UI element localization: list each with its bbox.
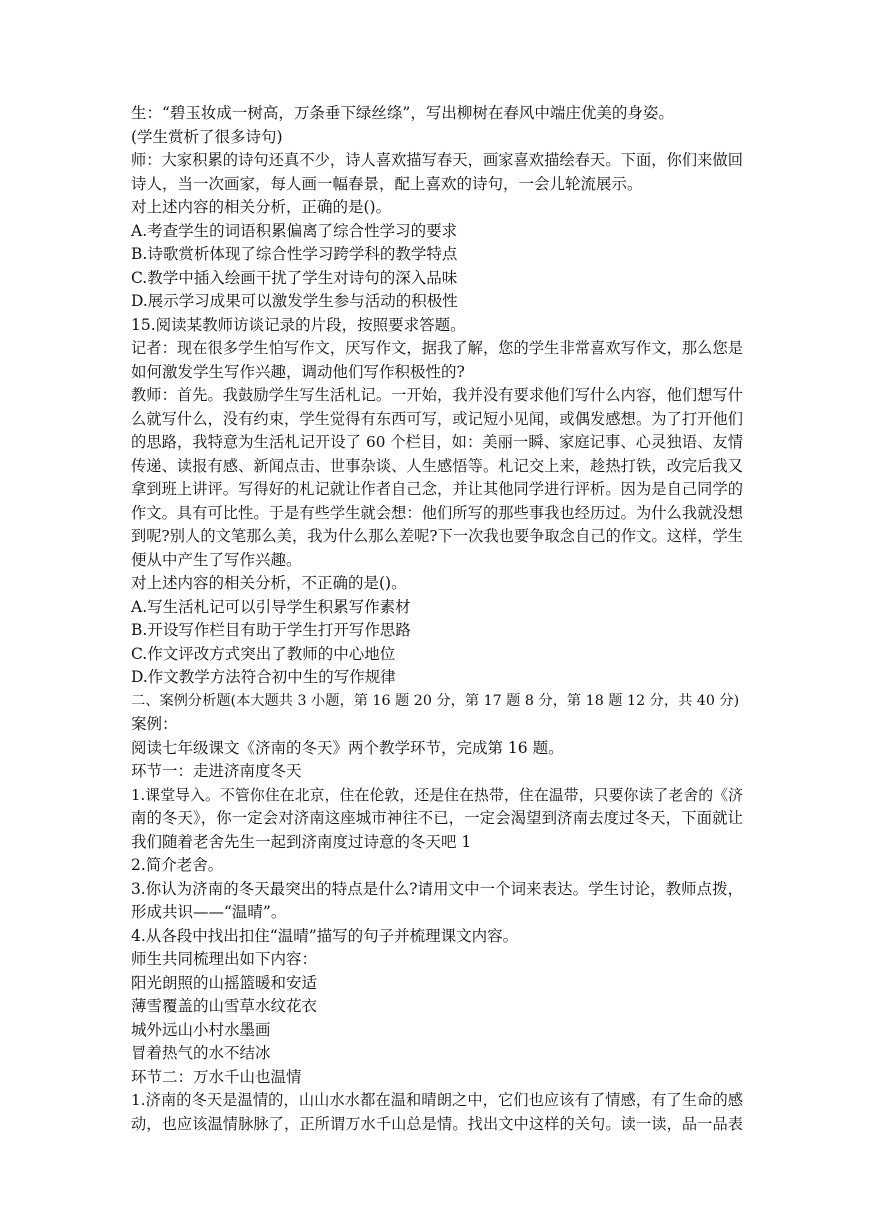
document-page xyxy=(131,102,743,1136)
text-line: 阅读七年级课文《济南的冬天》两个教学环节，完成第 16 题。 xyxy=(131,738,564,757)
text-line: 我们随着老舍先生一起到济南度过诗意的冬天吧 1 xyxy=(131,832,472,851)
option-b: B.诗歌赏析体现了综合性学习跨学科的教学特点 xyxy=(131,245,458,263)
list-item: 城外远山小村水墨画 xyxy=(131,1020,271,1039)
text-line: 么就写什么，没有约束，学生觉得有东西可写，或记短小见闻，或偶发感想。为了打开他们 xyxy=(131,409,743,428)
text-line: 诗人，当一次画家，每人画一幅春景，配上喜欢的诗句，一会儿轮流展示。 xyxy=(131,174,643,193)
text-line: 形成共识——“温晴”。 xyxy=(131,903,287,921)
option-c: C.作文评改方式突出了教师的中心地位 xyxy=(131,644,396,663)
text-line: 便从中产生了写作兴趣。 xyxy=(131,550,302,569)
text-line: 师生共同梳理出如下内容： xyxy=(131,950,318,968)
text-line: 4.从各段中找出扣住“温晴”描写的句子并梳理课文内容。 xyxy=(131,926,519,945)
list-item: 冒着热气的水不结冰 xyxy=(131,1044,271,1062)
text-line: 南的冬天》，你一定会对济南这座城市神往不已，一定会渴望到济南去度过冬天，下面就让 xyxy=(131,809,743,827)
text-line: (学生赏析了很多诗句) xyxy=(131,127,283,146)
option-c: C.教学中插入绘画干扰了学生对诗句的深入品味 xyxy=(131,268,458,287)
section-heading: 二、案例分析题(本大题共 3 小题，第 16 题 20 分，第 17 题 8 分，第 18 题 12 分，共 40 分) xyxy=(131,692,740,709)
question-stem: 对上述内容的相关分析，正确的是()。 xyxy=(131,198,392,216)
text-line: 案例： xyxy=(131,715,178,733)
text-line: 如何激发学生写作兴趣，调动他们写作积极性的? xyxy=(131,362,465,381)
option-a: A.写生活札记可以引导学生积累写作素材 xyxy=(131,597,411,616)
text-line: 记者：现在很多学生怕写作文，厌写作文，据我了解，您的学生非常喜欢写作文，那么您是 xyxy=(131,339,743,357)
text-line: 传递、读报有感、新闻点击、世事杂谈、人生感悟等。札记交上来，趁热打铁，改完后我又 xyxy=(131,456,743,475)
option-a: A.考查学生的词语积累偏离了综合性学习的要求 xyxy=(131,221,458,240)
text-line: 师：大家积累的诗句还真不少，诗人喜欢描写春天，画家喜欢描绘春天。下面，你们来做回 xyxy=(131,151,743,169)
option-d: D.作文教学方法符合初中生的写作规律 xyxy=(131,668,396,686)
list-item: 薄雪覆盖的山雪草水纹花衣 xyxy=(131,997,318,1015)
text-line: 生：“碧玉妆成一树高，万条垂下绿丝绦”，写出柳树在春风中端庄优美的身姿。 xyxy=(131,104,674,122)
text-line: 的思路，我特意为生活札记开设了 60 个栏目，如：美丽一瞬、家庭记事、心灵独语、友情 xyxy=(131,433,743,451)
subsection-heading: 环节一：走进济南度冬天 xyxy=(131,762,302,780)
text-line: 到呢?别人的文笔那么美，我为什么那么差呢?下一次我也要争取念自己的作文。这样，学生 xyxy=(131,527,743,545)
question-title: 15.阅读某教师访谈记录的片段，按照要求答题。 xyxy=(131,315,466,334)
text-line: 教师：首先。我鼓励学生写生活札记。一开始，我并没有要求他们写什么内容，他们想写什 xyxy=(131,386,743,404)
text-line: 1.济南的冬天是温情的，山山水水都在温和晴朗之中，它们也应该有了情感，有了生命的感 xyxy=(131,1091,743,1109)
option-b: B.开设写作栏目有助于学生打开写作思路 xyxy=(131,621,411,639)
option-d: D.展示学习成果可以激发学生参与活动的积极性 xyxy=(131,292,458,310)
text-line: 3.你认为济南的冬天最突出的特点是什么?请用文中一个词来表达。学生讨论，教师点拨， xyxy=(131,879,743,898)
subsection-heading: 环节二：万水千山也温情 xyxy=(131,1067,302,1086)
text-line: 拿到班上讲评。写得好的札记就让作者自己念，并让其他同学进行评析。因为是自己同学的 xyxy=(131,480,743,498)
text-line: 作文。具有可比性。于是有些学生就会想：他们所写的那些事我也经历过。为什么我就没想 xyxy=(131,503,743,522)
question-stem: 对上述内容的相关分析，不正确的是()。 xyxy=(131,574,407,592)
text-line: 动，也应该温情脉脉了，正所谓万水千山总是情。找出文中这样的关句。读一读，品一品表 xyxy=(131,1114,743,1133)
text-line: 1.课堂导入。不管你住在北京，住在伦敦，还是住在热带，住在温带，只要你读了老舍的《济 xyxy=(131,785,743,804)
list-item: 阳光朗照的山摇篮暖和安适 xyxy=(131,973,318,992)
text-line: 2.简介老舍。 xyxy=(131,856,224,874)
